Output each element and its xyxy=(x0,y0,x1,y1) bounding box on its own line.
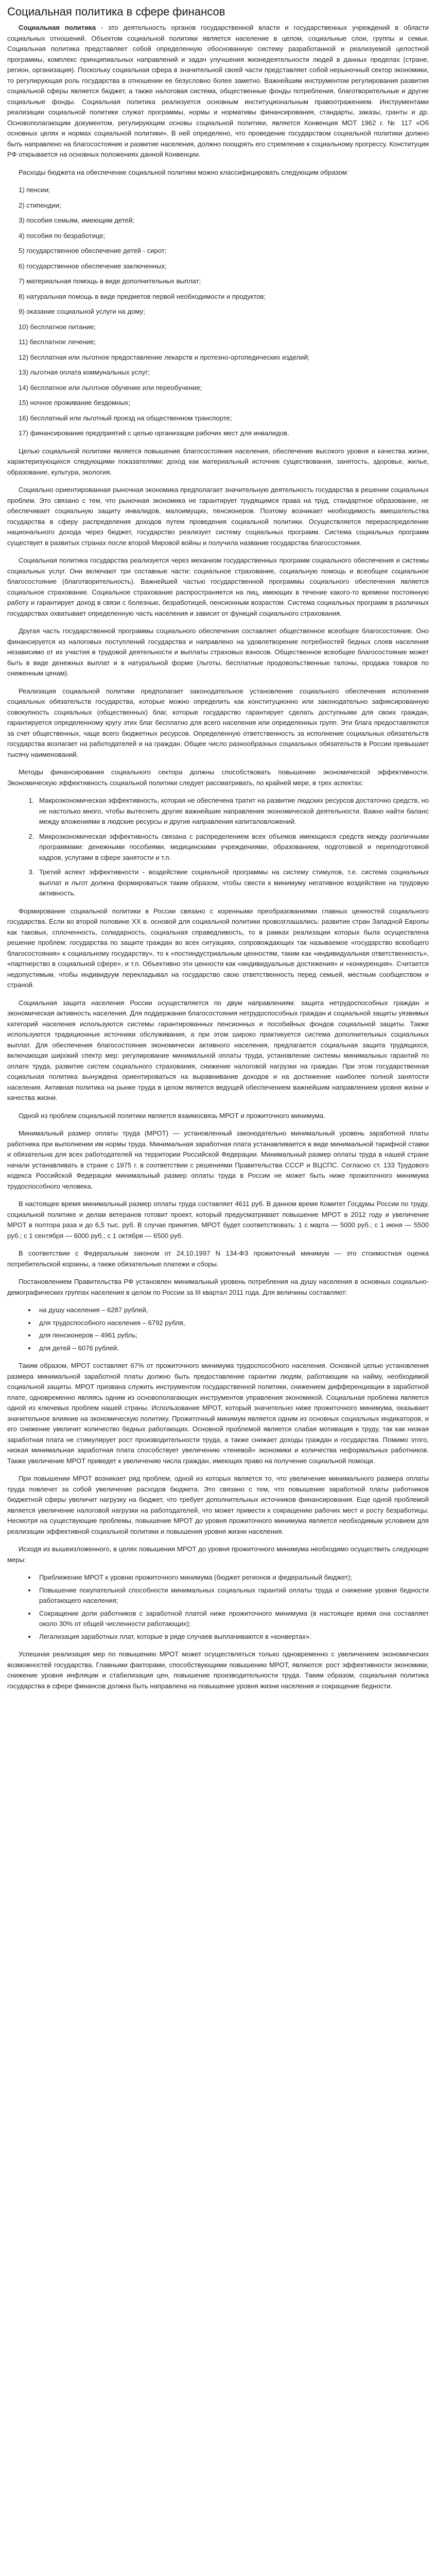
expense-item: 9) оказание социальной услуги на дому; xyxy=(19,308,145,315)
expense-item: 12) бесплатная или льготное предоставление лекарств и протезно-ортопедических изделий; xyxy=(19,353,310,361)
subsistence-item: • для трудоспособного населения – 6792 рубля, xyxy=(36,1318,429,1329)
expense-item: 8) натуральная помощь в виде предметов первой необходимости и продуктов; xyxy=(19,292,266,300)
measure-item: • Приближение МРОТ к уровню прожиточного минимума (бюджет регионов и федеральный бюджет); xyxy=(36,1572,429,1583)
expense-item: 2) стипендии; xyxy=(19,201,61,209)
body-paragraph: В настоящее время минимальный размер оплаты труда составляет 4611 руб. В данном время Комитет Госдумы России по труду, социальной политике и делам ветеранов готовит проект, который предусматривает повышение МРОТ в 2012 году и увеличение МРОТ в полтора раза и до 6,5 тыс. руб. В случае принятия, МРОТ будет соответствовать: 1 с марта — 5000 руб.; с 1 июня — 5500 руб.; с 1 сентября — 6000 руб.; с 1 октября — 6500 руб. xyxy=(7,1200,429,1240)
expenses-intro: Расходы бюджета на обеспечение социальной политики можно классифицировать следующим образом: xyxy=(19,168,349,176)
expense-item: 3) пособия семьям, имеющим детей; xyxy=(19,216,134,224)
body-paragraph: Социальная политика государства реализуется через механизм государственных программ социального обеспечения и системы социальных услуг. Они включают три составные части: социальное страхование, социальную помощь и всеобщее социальное благосостояние (благотворительность). Важнейшей частью государственной программы социального обеспечения является социальное страхование. Социальное страхование распространяется на лиц, имеющих в течение какого-то времени постоянную работу и гарантирует доход в связи с болезнью, безработицей, пенсионным возрастом. Система социальных программ в различных государствах охватывает определенную часть населения и зависит от функций социального страхования. xyxy=(7,556,429,617)
measure-item: • Легализация заработных плат, которые в ряде случаев выплачиваются в «конвертах». xyxy=(36,1632,429,1642)
body-paragraph: Реализация социальной политики предполагает законодательное установление социального обеспечения исполнения социальных обязательств государства, которые можно определить как конституционно или законодательно зафиксированную совокупность социальных (общественных) благ, которые государство гарантирует сделать доступными для своих граждан, гарантируется определенному кругу этих благ бесплатно для всего населения или определенных групп. Эти блага предоставляются за счет общественных, чаще всего бюджетных ресурсов. Определенную ответственность за исполнение социальных обязательств государства возлагает на работодателей и на граждан. Общее число разнообразных социальных обязательств в России превышает тысячу наименований. xyxy=(7,687,429,758)
expense-item: 7) материальная помощь в виде дополнительных выплат; xyxy=(19,277,201,285)
subsistence-item: • для детей – 6076 рублей. xyxy=(36,1343,429,1354)
efficiency-aspect-item: 1. Макроэкономическая эффективность, которая не обеспечена тратит на развитие людских ресурсов достаточно средств, но не настолько много, чтобы вытеснить другие важнейшие направления экономической деятельности. Важно найти баланс между вложениями в людские ресурсы и другие направления капиталовложений. xyxy=(36,795,429,827)
expense-item: 15) ночное проживание бездомных; xyxy=(19,399,130,406)
expense-item: 1) пенсии; xyxy=(19,186,50,194)
efficiency-aspect-item: 2. Микроэкономическая эффективность связана с распределением всех объемов имеющихся средств между различными программами: денежными пособиями, медицинскими учреждениями, образованием, подготовкой и переподготовкой кадров, услугами в сфере занятости и т.п. xyxy=(36,832,429,863)
body-paragraph: Целью социальной политики является повышение благосостояния населения, обеспечение высокого уровня и качества жизни, характеризующихся следующими показателями: доход как материальный источник существования, занятость, здоровье, жилье, образование, культура, экология. xyxy=(7,447,429,476)
expense-item: 10) бесплатное питание; xyxy=(19,323,96,331)
body-paragraph: Другая часть государственной программы социального обеспечения составляет общественное всеобщее благосостояние. Оно финансируется из налоговых поступлений государства и направлено на удовлетворение потребностей бедных слоев населения независимо от их участия в трудовой деятельности и выплаты страховых взносов. Общественное всеобщее благосостояние может быть в виде денежных выплат и в натуральной форме (льготы, бесплатные продовольственные талоны, продажа товаров по сниженным ценам). xyxy=(7,627,429,677)
conclusion-paragraph: Успешная реализация мер по повышению МРОТ может осуществляться только одновременно с увеличением экономических возможностей государства. Главными факторами, способствующими повышению МРОТ, являются: рост эффективности экономики, снижение уровня инфляции и стабилизация цен, повышение производительности труда. Таким образом, социальная политика государства в сфере финансов должна быть направлена на повышение уровня жизни населения и сокращение бедности. xyxy=(7,1650,429,1690)
body-paragraph: Исходя из вышеизложенного, в целях повышения МРОТ до уровня прожиточного минимума необходимо осуществить следующие меры: xyxy=(7,1545,429,1564)
measure-item: • Повышение покупательной способности минимальных социальных гарантий оплаты труда и снижение уровня бедности работающего населения; xyxy=(36,1585,429,1606)
body-paragraph: Постановлением Правительства РФ установлен минимальный уровень потребления на душу населения в основных социально-демографических группах населения в целом по России за III квартал 2011 года. Для величины составляют: xyxy=(7,1278,429,1296)
expense-list xyxy=(7,185,429,439)
body-paragraph: Минимальный размер оплаты труда (МРОТ) — установленный законодательно минимальный уровень заработной платы работника при выполнении им нормы труда. Минимальная заработная плата устанавливается в виде минимальной тарифной ставки и обязательна для всех работодателей на территории Российской Федерации. Минимальный размер оплаты труда в нашей стране начали устанавливать в стране с 1975 г. в соответствии с решениями Правительства СССР и ВЦСПС. Согласно ст. 133 Трудового кодекса Российской Федерации минимальный размер оплаты труда в России не может быть ниже прожиточного минимума трудоспособного человека. xyxy=(7,1129,429,1190)
expense-item: 14) бесплатное или льготное обучение или переобучение; xyxy=(19,383,202,392)
body-paragraph: В соответствии с Федеральным законом от 24.10.1997 N 134-ФЗ прожиточный минимум — это стоимостная оценка потребительской корзины, а также обязательные платежи и сборы. xyxy=(7,1249,429,1268)
expense-item: 16) бесплатный или льготный проезд на общественном транспорте; xyxy=(19,414,232,422)
body-paragraph: Таким образом, МРОТ составляет 67% от прожиточного минимума трудоспособного населения. Основной целью установления размера минимальной заработной платы должно быть предоставление гарантии людям, работающим на найму, необходимой социальной защиты. МРОТ призвана служить инструментом государственной политики, снижением дифференциации в заработной плате, одновременно являясь одним из основополагающих инструментов управления экономикой. Социальная проблема является одной из ключевых проблем нашей страны. Использование МРОТ, который значительно ниже прожиточного минимума, оказывает значительное влияние на экономическую политику. Прожиточный минимум является одним из основных социальных индикаторов, и его снижение увеличит количество бедных работающих. Основной проблемой является слабая мотивация к труду, так как низкая заработная плата не стимулирует рост производительности труда, а также снижает доходы граждан и государства. Помимо этого, низкая минимальная заработная плата способствует увеличению «теневой» экономики и количества неформальных работников. Также увеличение МРОТ приведет к увеличению числа граждан, имеющих право на получение социальной помощи. xyxy=(7,1362,429,1465)
subsistence-item: • для пенсионеров – 4961 рубль; xyxy=(36,1330,429,1341)
expense-item: 13) льготная оплата коммунальных услуг; xyxy=(19,368,150,376)
expense-item: 4) пособия по безработице; xyxy=(19,231,106,240)
expense-item: 5) государственное обеспечение детей - сирот; xyxy=(19,247,167,255)
measure-item: • Сокращение доли работников с заработной платой ниже прожиточного минимума (в настоящее время она составляет около 30% от общей численности работающих); xyxy=(36,1608,429,1630)
intro-paragraph xyxy=(7,23,429,160)
expense-item: 11) бесплатное лечение; xyxy=(19,338,96,346)
body-paragraph: Социально ориентированная рыночная экономика предполагает значительную деятельность государства в решении социальных проблем. Это связано с тем, что рыночная экономика не гарантирует трудящимся права на труд, стандартное образование, не обеспечивает социальную защиту инвалидов, малоимущих, пенсионеров. Поэтому возникает необходимость вмешательства государства в сферу распределения доходов путем проведения социальной политики. Осуществляется перераспределение национального дохода через бюджет, государство реализует систему социальных программ. Система социальных программ существует в развитых странах после второй Мировой войны и получила название государства благосостояния. xyxy=(7,486,429,547)
expense-item: 6) государственное обеспечение заключенных; xyxy=(19,262,167,270)
intro-term: Социальная политика xyxy=(19,24,96,31)
efficiency-aspects-list xyxy=(7,795,429,899)
intro-text: - это деятельность органов государственной власти и государственных учреждений в области социальных отношений. Объектом социальной политики является население в целом, социальные слои, группы и семьи. Социальная политика представляет собой определенную обоснованную систему разработанной и реализуемой целостной программы, комплекс принципиальных направлений и задач улучшения жизнедеятельности людей в данных пределах (стране, регион, организация). Поскольку социальная сфера в значительной своей части представляет собой нерыночный сектор экономики, то регулирующая роль государства в отношении ее безусловно более заметно. Важнейшим инструментом регулирования развития социальной сферы является бюджет, а также налоговая система, общественные фонды потребления, благотворительные и другие социальные фонды. Социальная политика реализуется основным институциональным правоотражением. Инструментами реализации социальной политики служат программы, нормы и нормативы финансирования, стандарты, заказы, гранты и др. Основополагающим документом, регулирующим основы социальной политики, является Конвенция МОТ 1962 г. № 117 «Об основных целях и нормах социальной политики». В ней определено, что проведение государством социальной политики должно быть направлено на благосостояние и развитие населения, должно поощрять его стремление к социальному прогрессу. Конституция РФ открывается на основных положениях данной Конвенции. xyxy=(7,24,429,158)
body-paragraph: При повышении МРОТ возникает ряд проблем, одной из которых является то, что увеличение минимального размера оплаты труда повлечет за собой увеличение расходов бюджета. Это связано с тем, что повышение заработной платы работников бюджетной сферы увеличит нагрузку на бюджет, что требует дополнительных источников финансирования. Еще одной проблемой является увеличение налоговой нагрузки на работодателей, что может привести к сокращению рабочих мест и росту безработицы. Несмотря на существующие проблемы, повышение МРОТ до уровня прожиточного минимума является необходимым условием для реализации эффективной социальной политики и повышения уровня жизни населения. xyxy=(7,1475,429,1535)
subsistence-item: • на душу населения – 6287 рублей, xyxy=(36,1305,429,1316)
subsistence-list xyxy=(7,1305,429,1353)
body-paragraph: Формирование социальной политики в России связано с коренными преобразованиями главных ценностей социального государства. Если во второй половине XX в. основой для социальной политики провозглашались: развитие стран Западной Европы как таковых, сплоченность, солидарность, социальная справедливость, то в рамках реализации которых была осуществлена решение проблем: государства по защите граждан во всех ситуациях, сопровождающих так называемое «государство всеобщего благосостояния» к социальному государству», то к «постиндустриальным ценностям, таким как «индивидуальная ответственность», «партнерство в социальной сфере», и т.п. Объективно эти ценности как «индивидуальные достижения» и «конкуренция». Считается недопустимым, чтобы индивидуум перекладывал на государство свою ответственность перед семьей, местным сообществом и страной. xyxy=(7,907,429,989)
body-paragraph: Методы финансирования социального сектора должны способствовать повышению экономической эффективности. Экономическую эффективность социальной политики следует рассматривать, по крайней мере, в трех аспектах: xyxy=(7,768,429,787)
measures-list xyxy=(7,1572,429,1642)
efficiency-aspect-item: 3. Третий аспект эффективности - воздействие социальной программы на систему стимулов, т.е. система социальных выплат и льгот должна формироваться таким образом, чтобы свести к минимуму негативное воздействие на трудовую активность. xyxy=(36,867,429,899)
body-paragraph: Социальная защита населения России осуществляется по двум направлениям: защита нетрудоспособных граждан и экономическая активность населения. Для поддержания благосостояния нетрудоспособных граждан и социальной защиты уязвимых категорий населения используются системы гарантированных пенсионных и пособийных фондов социальной защиты. Также используются традиционные источники обслуживания, а при этом широко практикуется система дополнительных социальных выплат. Для обеспечения благосостояния экономически активного населения, предлагается социальная защита трудящихся, включающая широкий спектр мер: регулирование минимальной оплаты труда, установление системы минимальных гарантий по оплате труда, развитие систем социального страхования, снижение налоговой нагрузки на граждан. При этом государственная социальная политика вынуждена ориентироваться на выравнивание доходов и на достижение наиболее полной занятости населения. Активная политика на рынке труда в целом является ведущей обеспечением важнейшим направлением уровня жизни и качества жизни. xyxy=(7,998,429,1101)
body-paragraph: Одной из проблем социальной политики является взаимосвязь МРОТ и прожиточного минимума. xyxy=(19,1111,325,1120)
expense-item: 17) финансирование предприятий с целью организации рабочих мест для инвалидов. xyxy=(19,429,289,437)
page-title: Социальная политика в сфере финансов xyxy=(7,5,225,18)
